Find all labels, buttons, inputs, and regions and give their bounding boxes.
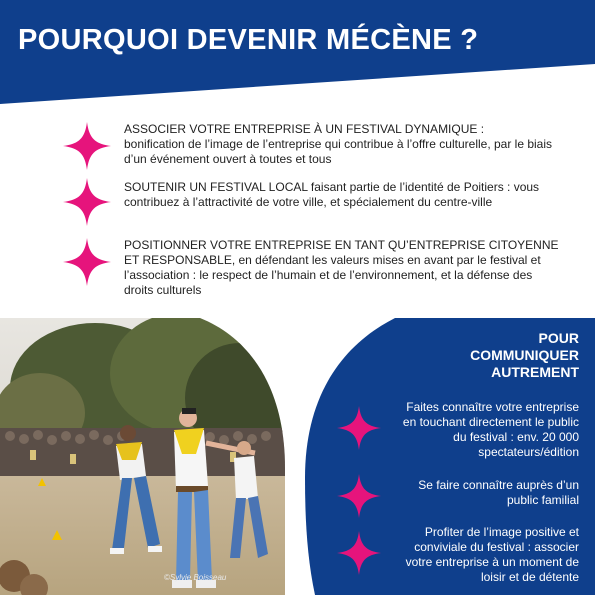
panel-item-text-3: Profiter de l’image positive et conviviale du festival : associer votre entreprise à un moment de loisir et de détente <box>405 525 579 584</box>
sparkle-star-icon <box>337 406 381 450</box>
communication-panel <box>305 318 595 595</box>
panel-item-text-2: Se faire connaître auprès d’un public familial <box>418 478 579 507</box>
photo-credit: ©Sylvie Boisseau <box>164 573 227 582</box>
sparkle-star-icon <box>63 122 111 170</box>
sparkle-star-icon <box>63 238 111 286</box>
panel-title-line-1: POUR <box>538 330 579 346</box>
reason-item-2 <box>0 176 595 236</box>
reason-rest-2: faisant partie de l’identité de Poitiers : vous contribuez à l’attractivité de votre ville, et spécialement du centre-ville <box>124 180 540 209</box>
reason-lead-1: ASSOCIER VOTRE ENTREPRISE À UN FESTIVAL DYNAMIQUE : <box>124 122 485 136</box>
panel-item-3 <box>305 525 595 589</box>
panel-title-line-2: COMMUNIQUER <box>470 347 579 363</box>
reason-rest-3: en défendant les valeurs mises en avant par le festival et l’association : le respect de l’humain et de l’environnement, et la défense des droits culturels <box>124 253 541 297</box>
reason-text-1 <box>124 122 564 167</box>
panel-title-line-3: AUTREMENT <box>491 364 579 380</box>
panel-item-2 <box>305 478 595 518</box>
panel-title <box>385 330 579 381</box>
reason-text-2 <box>124 180 564 210</box>
reason-lead-3: POSITIONNER VOTRE ENTREPRISE EN TANT QU’ENTREPRISE CITOYENNE ET RESPONSABLE, <box>124 238 559 267</box>
sparkle-star-icon <box>337 474 381 518</box>
panel-item-text-1: Faites connaître votre entreprise en touchant directement le public du festival : env. 20 000 spectateurs/édition <box>402 400 579 459</box>
panel-item-1 <box>305 400 595 464</box>
reason-item-3 <box>0 234 595 304</box>
reason-item-1 <box>0 118 595 178</box>
page-title: POURQUOI DEVENIR MÉCÈNE ? <box>18 24 479 56</box>
festival-photo-illustration <box>0 318 290 595</box>
festival-photo <box>0 318 290 595</box>
reason-lead-2: SOUTENIR UN FESTIVAL LOCAL <box>124 180 308 194</box>
reason-rest-1: bonification de l’image de l’entreprise qui contribue à l’offre culturelle, par le biais d’un événement ouvert à toutes et tous <box>124 137 553 166</box>
header-banner <box>0 0 595 110</box>
sparkle-star-icon <box>337 531 381 575</box>
reason-text-3 <box>124 238 564 298</box>
sparkle-star-icon <box>63 178 111 226</box>
